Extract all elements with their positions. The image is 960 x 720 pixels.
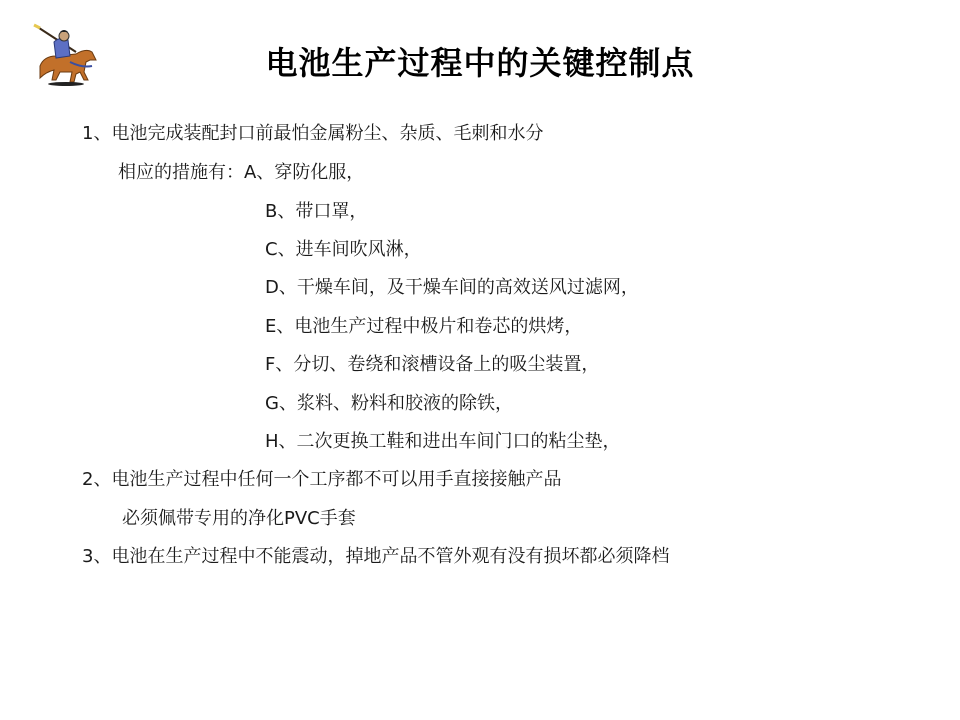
point-3: 3、电池在生产过程中不能震动，掉地产品不管外观有没有损坏都必须降档	[82, 546, 670, 567]
measures-intro-a: 相应的措施有：A、穿防化服，	[118, 162, 365, 183]
measure-f: F、分切、卷绕和滚槽设备上的吸尘装置，	[265, 354, 600, 375]
measure-d: D、干燥车间，及干燥车间的高效送风过滤网，	[265, 277, 639, 298]
measure-c: C、进车间吹风淋，	[265, 239, 422, 260]
point-1: 1、电池完成装配封口前最怕金属粉尘、杂质、毛刺和水分	[82, 123, 544, 144]
point-2-detail: 必须佩带专用的净化PVC手套	[122, 508, 356, 529]
measure-e: E、电池生产过程中极片和卷芯的烘烤，	[265, 316, 583, 337]
measure-b: B、带口罩，	[265, 201, 368, 222]
measure-g: G、浆料、粉料和胶液的除铁，	[265, 393, 513, 414]
measure-h: H、二次更换工鞋和进出车间门口的粘尘垫，	[265, 431, 621, 452]
slide-title: 电池生产过程中的关键控制点	[265, 44, 695, 82]
point-2: 2、电池生产过程中任何一个工序都不可以用手直接接触产品	[82, 469, 562, 490]
